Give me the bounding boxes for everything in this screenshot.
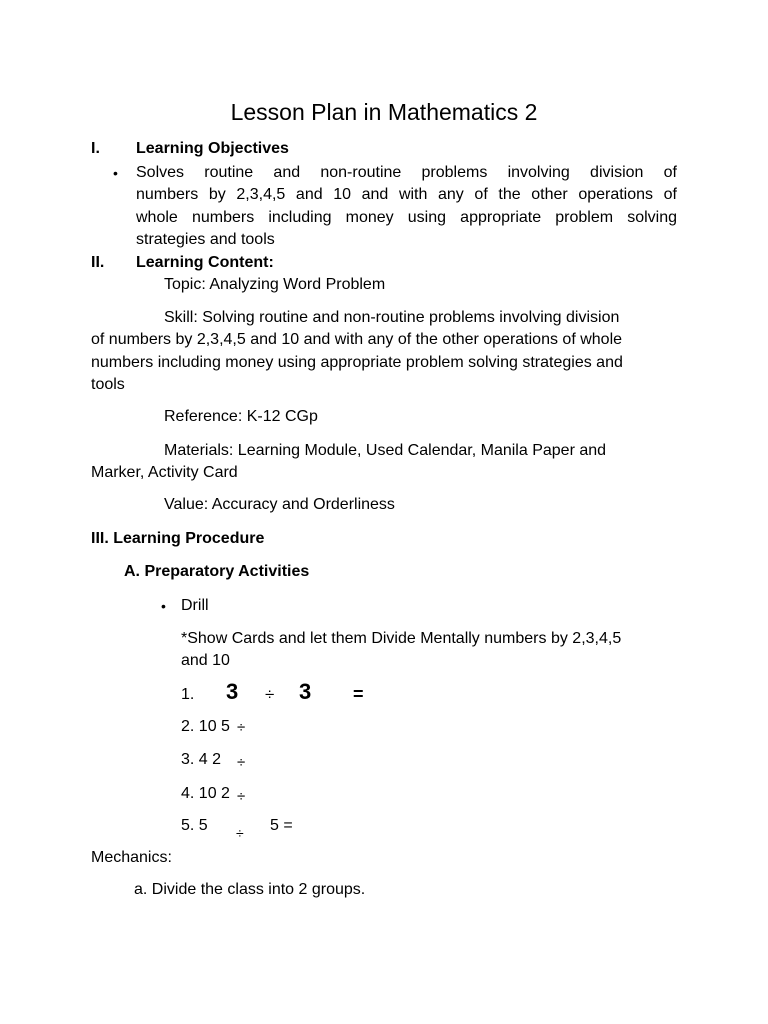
instruction-line: and 10	[181, 652, 230, 669]
topic-text: Topic: Analyzing Word Problem	[164, 276, 386, 293]
division-icon: ÷	[236, 825, 244, 841]
document-title: Lesson Plan in Mathematics 2	[230, 99, 538, 125]
section-3-heading: III. Learning Procedure	[91, 530, 265, 547]
item-3-text: 3. 4 2	[181, 751, 222, 768]
bullet-icon: •	[161, 598, 166, 614]
division-icon: ÷	[237, 754, 246, 771]
bullet-icon: •	[113, 165, 118, 181]
skill-line: numbers including money using appropriate problem solving strategies and	[91, 354, 623, 371]
reference-text: Reference: K-12 CGp	[164, 408, 318, 425]
item-5-result: 5 =	[270, 817, 293, 834]
materials-line: Marker, Activity Card	[91, 464, 238, 481]
section-1-numeral: I.	[91, 140, 100, 157]
materials-line: Materials: Learning Module, Used Calendar, Manila Paper and	[164, 442, 607, 459]
instruction-line: *Show Cards and let them Divide Mentally numbers by 2,3,4,5	[181, 630, 622, 647]
item-4-text: 4. 10 2	[181, 785, 230, 802]
division-icon: ÷	[237, 719, 246, 736]
item-1-dividend: 3	[226, 679, 239, 704]
item-1-number: 1.	[181, 686, 195, 703]
section-2-heading: Learning Content:	[136, 254, 274, 271]
objective-line: Solves routine and non-routine problems involving division of	[136, 164, 677, 181]
item-5-text: 5. 5	[181, 817, 208, 834]
mechanics-step-a: a. Divide the class into 2 groups.	[134, 881, 366, 898]
objective-line: numbers by 2,3,4,5 and 10 and with any of the other operations of	[136, 186, 677, 203]
skill-line: of numbers by 2,3,4,5 and 10 and with any of the other operations of whole	[91, 331, 623, 348]
objective-line: whole numbers including money using appropriate problem solving	[136, 209, 677, 226]
item-1-divisor: 3	[299, 679, 312, 704]
item-2-text: 2. 10 5	[181, 718, 230, 735]
drill-label: Drill	[181, 597, 209, 614]
value-text: Value: Accuracy and Orderliness	[164, 496, 395, 513]
division-icon: ÷	[237, 788, 246, 805]
section-1-heading: Learning Objectives	[136, 140, 289, 157]
objective-line: strategies and tools	[136, 231, 275, 248]
section-2-numeral: II.	[91, 254, 105, 271]
preparatory-heading: A. Preparatory Activities	[124, 563, 310, 580]
division-icon: ÷	[265, 685, 275, 704]
skill-line: Skill: Solving routine and non-routine problems involving division	[164, 309, 620, 326]
mechanics-label: Mechanics:	[91, 849, 172, 866]
item-1-equals: =	[353, 684, 364, 704]
skill-line: tools	[91, 376, 125, 393]
